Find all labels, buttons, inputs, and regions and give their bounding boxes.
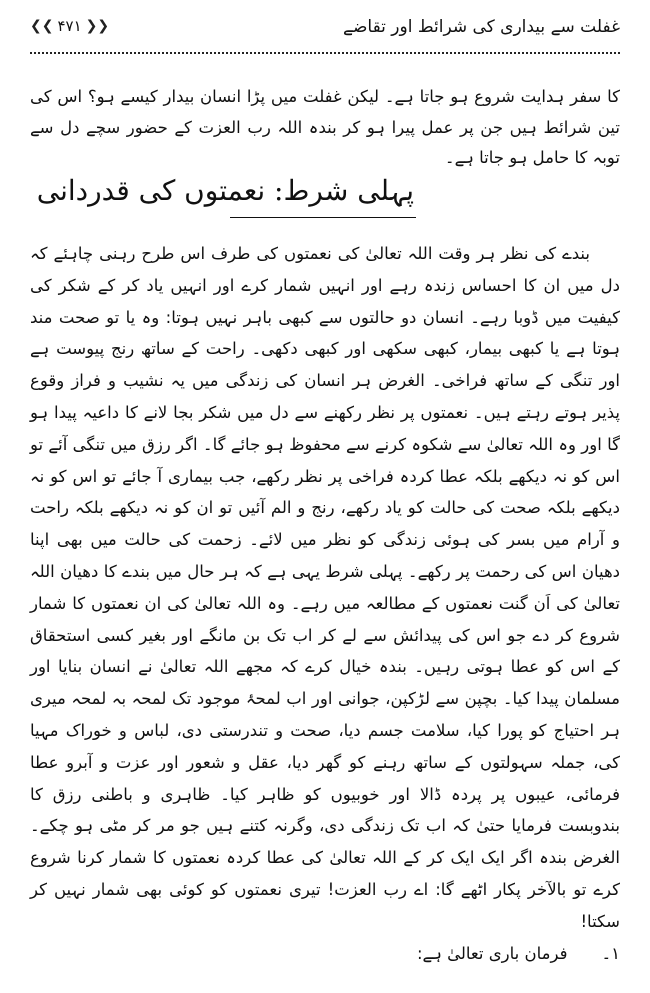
ornament-left-icon: ❮❮ <box>30 18 54 34</box>
running-title: غفلت سے بیداری کی شرائط اور تقاضے <box>343 16 620 37</box>
main-paragraph: بندے کی نظر ہر وقت اللہ تعالیٰ کی نعمتوں کی طرف اس طرح رہنی چاہئے کہ دل میں ان کا احساس زندہ رہے اور انہیں شمار کرے اور انہیں یاد کر کے شکر کی کیفیت میں ڈوبا رہے۔ انسان دو حالتوں سے کبھی باہر نہیں ہوتا: وہ یا تو صحت مند ہوتا ہے یا کبھی بیمار، کبھی سکھی اور کبھی دکھی۔ راحت کے ساتھ رنج پیوست ہے اور تنگی کے ساتھ فراخی۔ الغرض ہر انسان کی زندگی میں یہ نشیب و فراز وقوع پذیر ہوتے رہتے ہیں۔ نعمتوں پر نظر رکھنے سے دل میں شکر بجا لانے کا داعیہ پیدا ہو گا اور وہ اللہ تعالیٰ سے شکوہ کرنے سے محفوظ ہو جائے گا۔ اگر رزق میں تنگی آئے تو اس کو نہ دیکھے بلکہ عطا کردہ فراخی پر نظر رکھے، جب بیماری آ جائے تو اس کو نہ دیکھے بلکہ صحت کی حالت کو یاد رکھے، رنج و الم آئیں تو ان کو نہ دیکھے بلکہ راحت و آرام میں بسر کی ہوئی زندگی کو نظر میں لائے۔ زحمت کی حالت میں بھی اپنا دھیان اس کی رحمت پر رکھے۔ پہلی شرط یہی ہے کہ ہر حال میں بندے کا دھیان اللہ تعالیٰ کی اَن گنت نعمتوں کے مطالعہ میں رہے۔ وہ اللہ تعالیٰ کی ان نعمتوں کا شمار شروع کر دے جو اس کی پیدائش سے لے کر اب تک بن مانگے اور بغیر کسی استحقاق کے اس کو عطا ہوتی رہیں۔ بندہ خیال کرے کہ مجھے اللہ تعالیٰ نے انسان بنایا اور مسلمان پیدا کیا۔ بچپن سے لڑکپن، جوانی اور اب لمحۂ موجود تک لمحہ بہ لمحہ میری ہر احتیاج کو پورا کیا، سلامت جسم دیا، صحت و تندرستی دی، لباس و خوراک مہیا کی، جملہ سہولتوں کے ساتھ رہنے کو گھر دیا، عقل و شعور اور عزت و آبرو عطا فرمائی، عیبوں پر پردہ ڈالا اور خوبیوں کو ظاہر کیا۔ ظاہری و باطنی رزق کا بندوبست فرمایا حتیٰ کہ اب تک زندگی دی، وگرنہ کتنے ہیں جو مر کر مٹی ہو چکے۔ الغرض بندہ اگر ایک ایک کر کے اللہ تعالیٰ کی عطا کردہ نعمتوں کا شمار کرنا شروع کرے تو بالآخر پکار اٹھے گا: اے رب العزت! تیری نعمتوں کو کوئی بھی شمار نہیں کر سکتا! <box>30 244 620 931</box>
page-header <box>30 8 620 44</box>
page-number-block <box>30 17 109 35</box>
intro-paragraph: کا سفر ہدایت شروع ہو جاتا ہے۔ لیکن غفلت میں پڑا انسان بیدار کیسے ہو؟ اس کی تین شرائط ہیں جن پر عمل پیرا ہو کر بندہ اللہ رب العزت کے حضور سچے دل سے توبہ کا حامل ہو جاتا ہے۔ <box>30 87 620 167</box>
section-heading: پہلی شرط: نعمتوں کی قدردانی <box>36 174 414 207</box>
list-item-text: فرمان باری تعالیٰ ہے: <box>416 944 568 963</box>
header-divider <box>30 52 620 54</box>
list-item-number: ۱۔ <box>601 944 620 963</box>
ornament-right-icon: ❯❯ <box>85 18 110 34</box>
section-heading-underline <box>230 217 416 218</box>
page-number: ۴۷۱ <box>57 17 82 35</box>
list-item <box>30 944 620 963</box>
